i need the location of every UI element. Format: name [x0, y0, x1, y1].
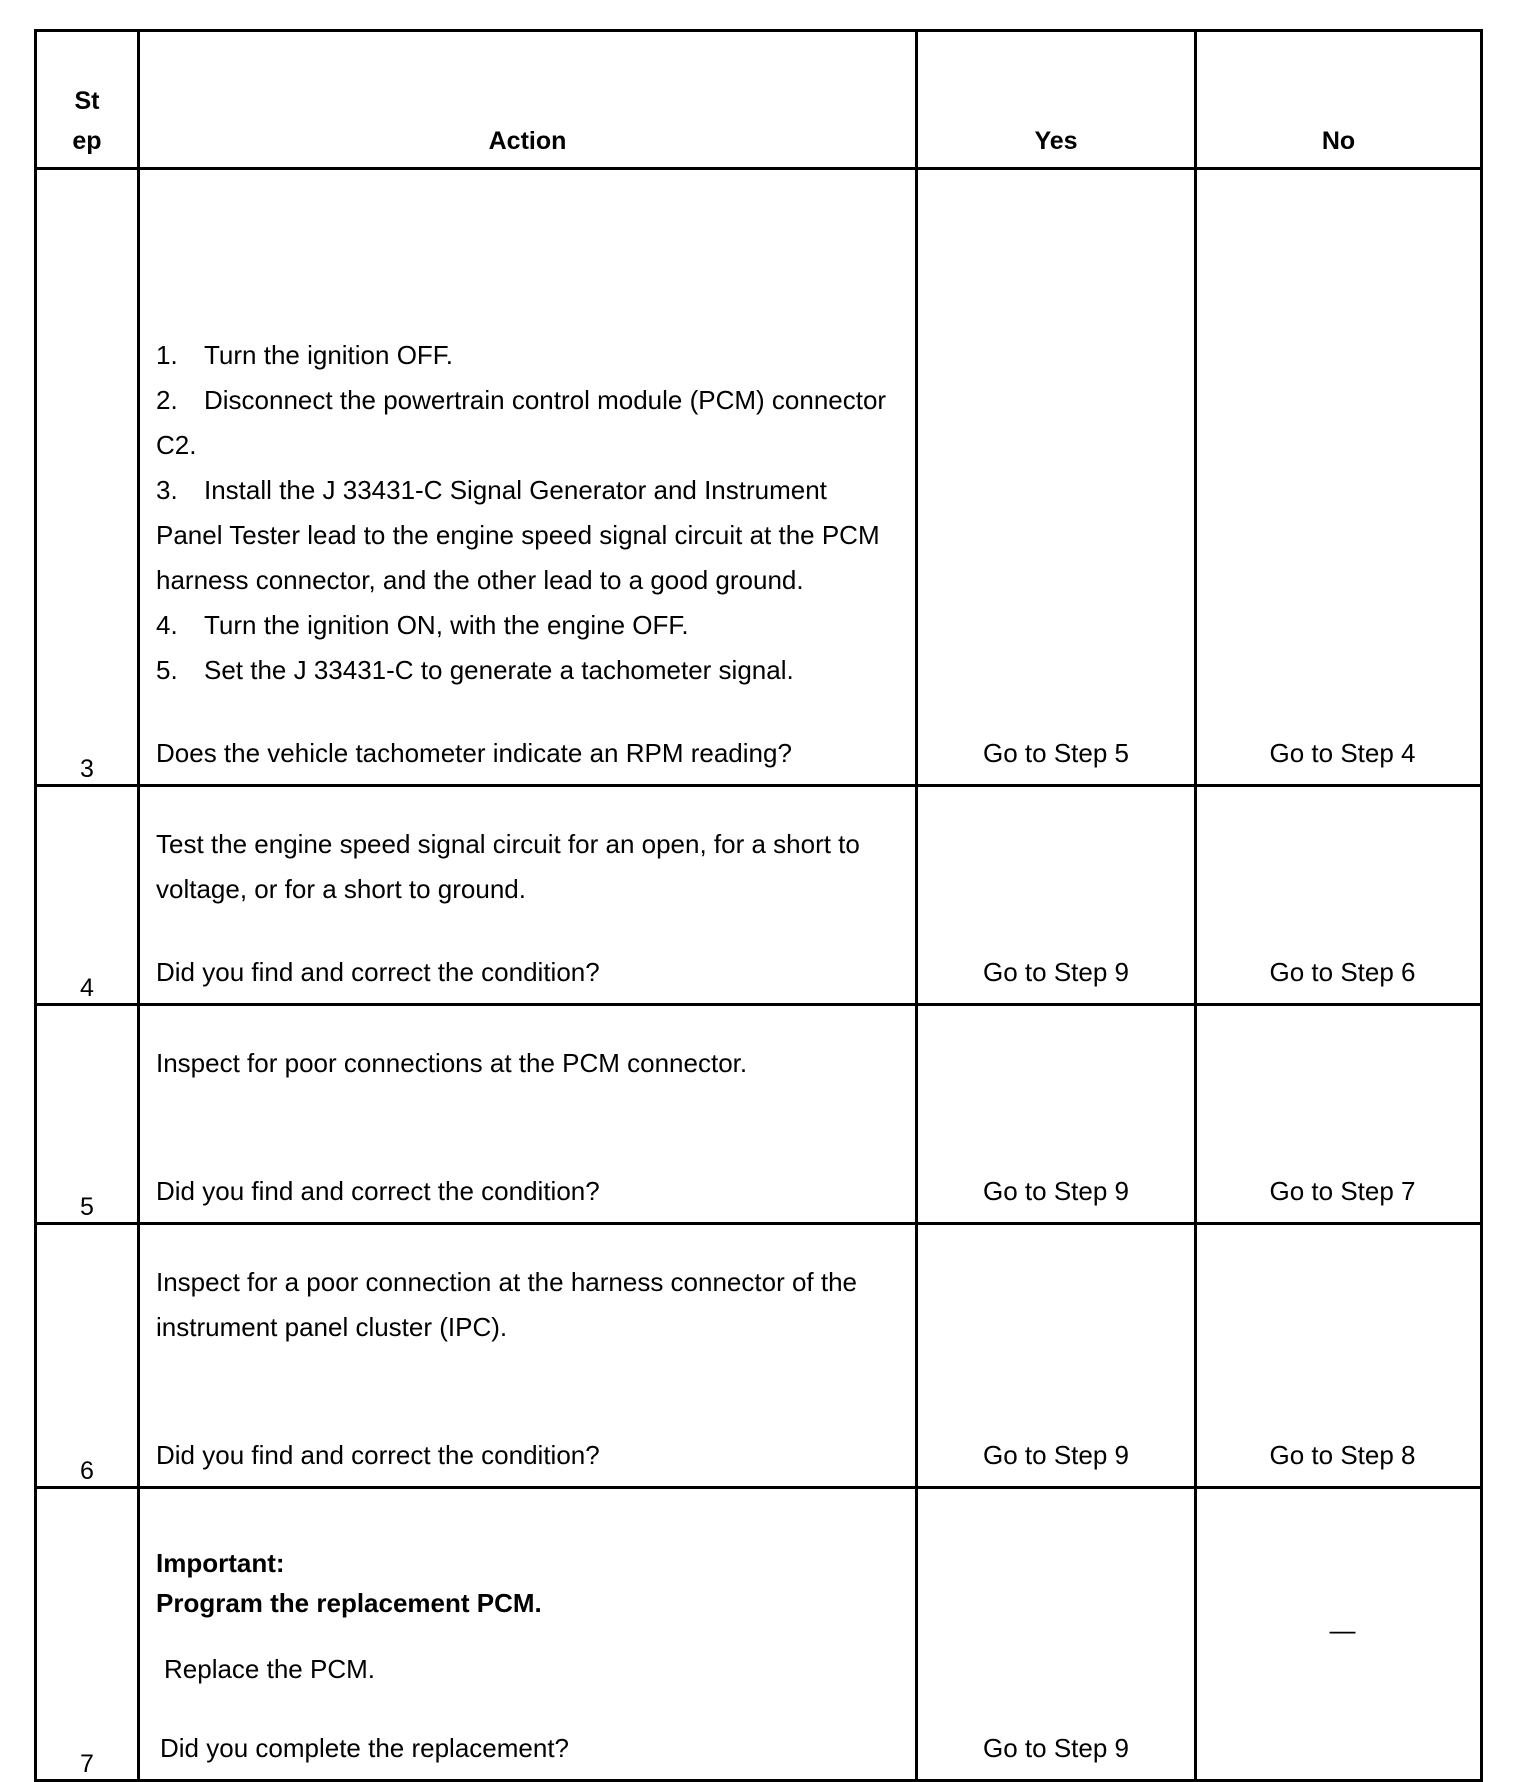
no-result: Go to Step 4 [1196, 169, 1482, 786]
header-yes: Yes [917, 31, 1196, 169]
action-cell [139, 1005, 917, 1224]
no-result: — [1196, 1488, 1482, 1781]
question-text: Did you complete the replacement? [160, 1733, 570, 1763]
instruction-item: 4. Turn the ignition ON, with the engine OFF. [156, 610, 689, 640]
no-result: Go to Step 7 [1196, 1005, 1482, 1224]
action-text: Inspect for poor connections at the PCM connector. [156, 1048, 748, 1078]
action-text: Inspect for a poor connection at the harness connector of the instrument panel cluster (IPC). [156, 1267, 857, 1342]
table-row [36, 1488, 1482, 1781]
header-row [36, 31, 1482, 169]
table-row [36, 169, 1482, 786]
no-result: Go to Step 6 [1196, 786, 1482, 1005]
step-number: 5 [36, 1005, 139, 1224]
yes-result: Go to Step 9 [917, 786, 1196, 1005]
instruction-item: 3. Install the J 33431-C Signal Generator and Instrument Panel Tester lead to the engine speed signal circuit at the PCM harness connector, and the other lead to a good ground. [156, 475, 880, 595]
action-cell [139, 1224, 917, 1488]
instruction-item: 1. Turn the ignition OFF. [156, 340, 454, 370]
table-row [36, 786, 1482, 1005]
yes-result: Go to Step 5 [917, 169, 1196, 786]
table-row [36, 1224, 1482, 1488]
action-text: Test the engine speed signal circuit for an open, for a short to voltage, or for a short to ground. [156, 829, 860, 904]
important-text: Program the replacement PCM. [156, 1588, 542, 1618]
question-text: Did you find and correct the condition? [156, 1176, 600, 1206]
header-step: St ep [36, 31, 139, 169]
instruction-item: 2. Disconnect the powertrain control module (PCM) connector C2. [156, 385, 887, 460]
step-number: 6 [36, 1224, 139, 1488]
diagnostic-table [34, 29, 1483, 1782]
table-row [36, 1005, 1482, 1224]
instruction-item: 5. Set the J 33431-C to generate a tachometer signal. [156, 655, 794, 685]
step-number: 7 [36, 1488, 139, 1781]
yes-result: Go to Step 9 [917, 1005, 1196, 1224]
action-cell [139, 1488, 917, 1781]
header-step-suffix: ep [72, 127, 102, 155]
step-number: 3 [36, 169, 139, 786]
question-text: Did you find and correct the condition? [156, 957, 600, 987]
important-label: Important: [156, 1548, 285, 1578]
action-cell [139, 786, 917, 1005]
no-result: Go to Step 8 [1196, 1224, 1482, 1488]
yes-result: Go to Step 9 [917, 1488, 1196, 1781]
yes-result: Go to Step 9 [917, 1224, 1196, 1488]
header-action: Action [139, 31, 917, 169]
question-text: Does the vehicle tachometer indicate an RPM reading? [156, 738, 792, 768]
step-number: 4 [36, 786, 139, 1005]
question-text: Did you find and correct the condition? [156, 1440, 600, 1470]
action-text: Replace the PCM. [164, 1654, 375, 1684]
header-no: No [1196, 31, 1482, 169]
action-cell [139, 169, 917, 786]
